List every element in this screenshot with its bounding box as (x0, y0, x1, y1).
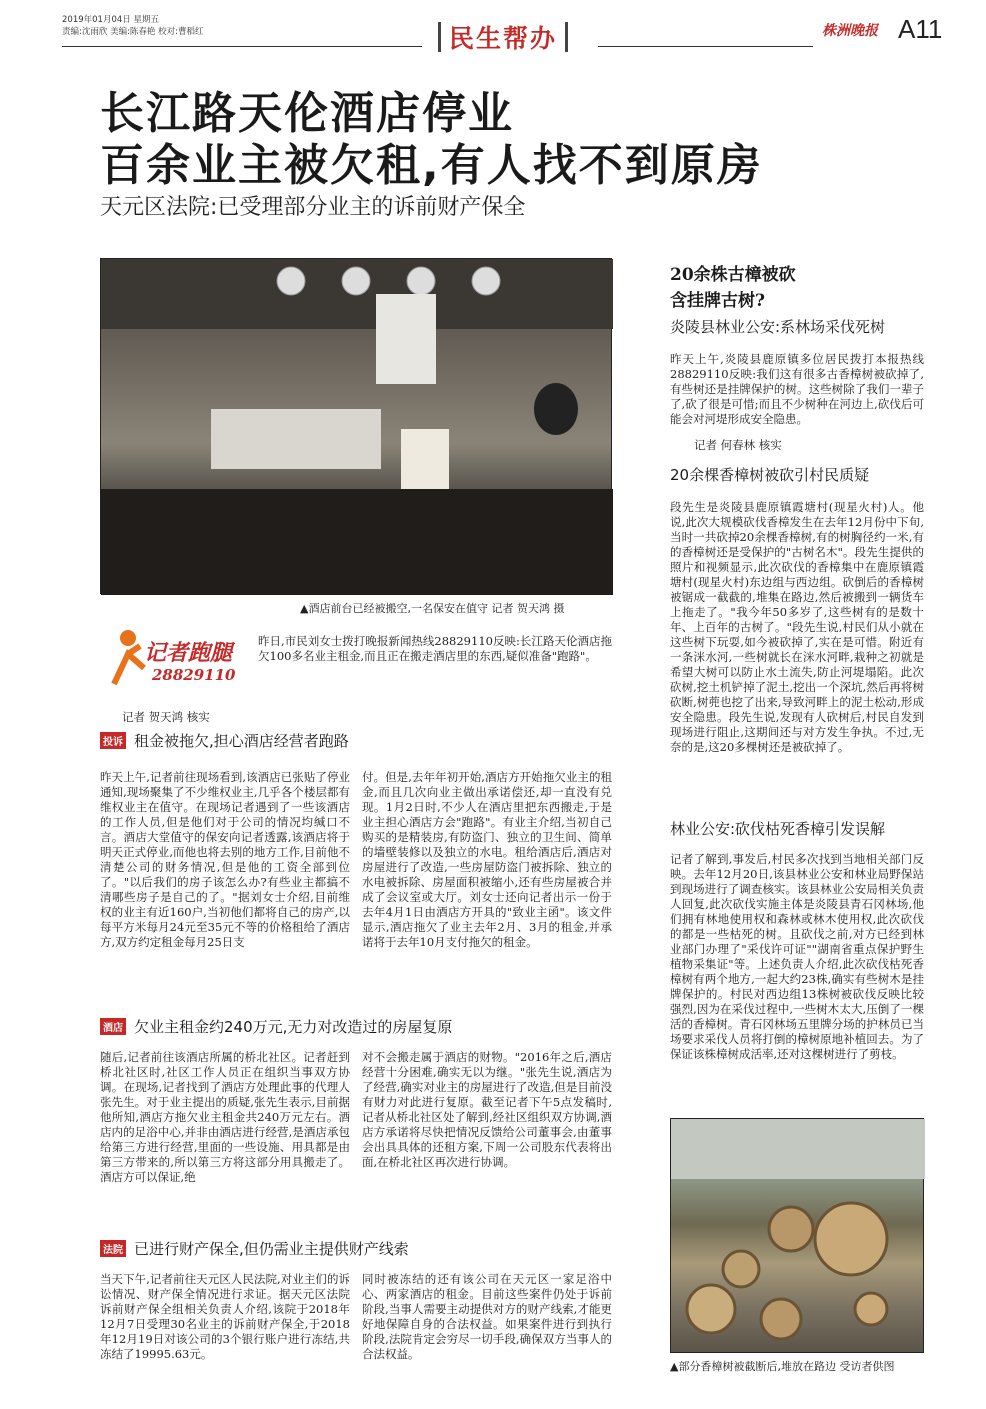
right-intro: 昨天上午,炎陵县鹿原镇多位居民拨打本报热线28829110反映:我们这有很多古香樟树被砍掉了,有些树还是挂牌保护的树。这些树除了我们一辈子了,砍了很是可惜;而且不少树种在河边上,砍伐后可能会对河堤形成安全隐患。 (670, 352, 924, 426)
section2-col1: 随后,记者前往该酒店所属的桥北社区。记者赶到桥北社区时,社区工作人员正在组织当事双方协调。在现场,记者找到了酒店方处理此事的代理人张先生。对于业主提出的质疑,张先生表示,目前据他所知,酒店方拖欠业主租金共240万元左右。酒店内的足浴中心,并非由酒店进行经营,是酒店承包给第三方进行经营,里面的一些设施、用具都是由第三方带来的,所以第三方将这部分用具搬走了。酒店方可以保证,绝 (100, 1050, 350, 1184)
section1-col1: 昨天上午,记者前往现场看到,该酒店已张贴了停业通知,现场聚集了不少维权业主,几乎各个楼层都有维权业主在值守。在现场记者遇到了一些该酒店的工作人员,但是他们对于公司的情况均缄口不言。酒店大堂值守的保安向记者透露,该酒店将于明天正式停业,而他也将去别的地方工作,目前他不清楚公司的财务情况,但是他的工资全部到位了。"以后我们的房子该怎么办?有些业主都搞不清哪些房子是自己的了。"据刘女士介绍,目前维权的业主有近160户,当初他们都将自己的房产,以每平方米每月24元至35元不等的价格租给了酒店方,双方约定租金每月25日支 (100, 770, 350, 949)
brand-logo: 株洲晚报 (822, 23, 878, 39)
right-byline: 记者 何春林 核实 (694, 438, 782, 452)
headline-line1: 长江路天伦酒店停业 (100, 88, 514, 139)
photo-caption: ▲酒店前台已经被搬空,一名保安在值守 记者 贺天鸿 摄 (300, 602, 565, 615)
photo-illustration (101, 259, 613, 595)
section3-tag: 法院 (100, 1240, 126, 1257)
section-bar-right (565, 22, 568, 52)
section-label (438, 18, 586, 56)
section2-heading (100, 1016, 452, 1037)
editors: 责编:沈雨欣 美编:陈春艳 校对:曹稻红 (62, 27, 204, 37)
right-heading-3: 林业公安:砍伐枯死香樟引发误解 (670, 820, 886, 838)
right-paragraph-2: 段先生是炎陵县鹿原镇霞塘村(现星火村)人。他说,此次大规模砍伐香樟发生在去年12月份中下旬,当时一共砍掉20余棵香樟树,有的树胸径约一米,有的香樟树还是受保护的"古树名木"。段先生提供的照片和视频显示,此次砍伐的香樟集中在鹿原镇霞塘村(现星火村)东边组与西边组。砍倒后的香樟树被锯成一截截的,堆集在路边,然后被搬到一辆货车上拖走了。"我今年50多岁了,这些树有的是数十年、上百年的古树了。"段先生说,村民们从小就在这些树下玩耍,如今被砍掉了,实在是可惜。附近有一条洣水河,一些树就长在洣水河畔,栽种之初就是希望大树可以防止水土流失,防止河堤塌陷。此次砍树,挖土机铲掉了泥土,挖出一个深坑,然后再将树砍断,树蔸也挖了出来,导致河畔上的泥土松动,形成安全隐患。段先生说,发现有人砍树后,村民自发到现场进行阻止,这期间还与对方发生争执。不过,无奈的是,这20多棵树还是被砍掉了。 (670, 500, 924, 754)
right-paragraph-3: 记者了解到,事发后,村民多次找到当地相关部门反映。去年12月20日,该县林业公安和林业局野保站到现场进行了调查核实。该县林业公安局相关负责人回复,此次砍伐实施主体是炎陵县青石冈林场,他们拥有林地使用权和森林或林木使用权,此次砍伐的都是一些枯死的树。且砍伐之前,对方已经到林业部门办理了"采伐许可证""湖南省重点保护野生植物采集证"等。上述负责人介绍,此次砍伐枯死香樟树有两个地方,一起大约23株,确实有些树木是挂牌保护的。村民对西边组13株树被砍伐反映比较强烈,因为在采伐过程中,一些树木太大,压倒了一棵活的香樟树。青石冈林场五里牌分场的护林员已当场要求采伐人员将打倒的樟树原地补植回去。为了保证该株樟树成活率,还对这棵树进行了剪枝。 (670, 852, 924, 1061)
reporter-run-logo (104, 624, 254, 694)
logo-text: 记者跑腿 (144, 640, 233, 666)
section-bar (438, 22, 441, 52)
section2-title: 欠业主租金约240万元,无力对改造过的房屋复原 (134, 1018, 453, 1036)
headline-line2: 百余业主被欠租,有人找不到原房 (100, 140, 763, 191)
header-rule-left (62, 46, 422, 47)
issue-date: 2019年01月04日 星期五 (62, 15, 159, 25)
section1-tag: 投诉 (100, 732, 126, 749)
intro-paragraph: 昨日,市民刘女士拨打晚报新闻热线28829110反映:长江路天伦酒店拖欠100多名业主租金,而且正在搬走酒店里的东西,疑似准备"跑路"。 (258, 634, 612, 663)
section3-col2: 同时被冻结的还有该公司在天元区一家足浴中心、两家酒店的租金。目前这些案件仍处于诉前阶段,当事人需要主动提供对方的财产线索,才能更好地保障自身的合法权益。如果案件进行到执行阶段,法院肯定会穷尽一切手段,确保双方当事人的合法权益。 (362, 1272, 612, 1361)
header-rule-right (598, 46, 813, 47)
logo-hotline: 28829110 (152, 666, 236, 684)
header-meta (62, 14, 204, 38)
logs-illustration (671, 1119, 925, 1354)
right-subheadline: 炎陵县林业公安:系林场采伐死树 (670, 318, 886, 336)
byline: 记者 贺天鸿 核实 (122, 710, 210, 724)
subheadline: 天元区法院:已受理部分业主的诉前财产保全 (100, 195, 526, 220)
section3-col1: 当天下午,记者前往天元区人民法院,对业主们的诉讼情况、财产保全情况进行求证。据天元区法院诉前财产保全组相关负责人介绍,该院于2018年12月7日受理30名业主的诉前财产保全,于2018年12月19日对该公司的3个银行账户进行冻结,共冻结了19995.63元。 (100, 1272, 350, 1361)
section3-title: 已进行财产保全,但仍需业主提供财产线索 (134, 1240, 409, 1258)
page-number: A11 (898, 14, 943, 44)
right-heading-2: 20余棵香樟树被砍引村民质疑 (670, 466, 870, 484)
section3-heading (100, 1238, 409, 1259)
right-headline-line2: 含挂牌古树? (670, 291, 765, 311)
right-headline-line1: 20余株古樟被砍 (670, 265, 796, 285)
section2-tag: 酒店 (100, 1018, 126, 1035)
felled-camphor-photo (670, 1118, 924, 1353)
right-photo-caption: ▲部分香樟树被截断后,堆放在路边 受访者供图 (670, 1360, 895, 1373)
section1-col2: 付。但是,去年年初开始,酒店方开始拖欠业主的租金,而且几次向业主做出承诺偿还,却一直没有兑现。1月2日时,不少人在酒店里把东西搬走,于是业主担心酒店方会"跑路"。有业主介绍,当初自己购买的是精装房,有防盗门、独立的卫生间、简单的墙壁装修以及独立的水电。租给酒店后,酒店对房屋进行了改造,一些房屋防盗门被拆除、独立的水电被拆除、房屋面积被缩小,还有些房屋被合并成了会议室或大厅。刘女士还向记者出示一份于去年4月1日由酒店方开具的"致业主函"。该文件显示,酒店拖欠了业主去年2月、3月的租金,并承诺将于去年10月支付拖欠的租金。 (362, 770, 612, 949)
hotel-front-desk-photo (100, 258, 612, 594)
section-title: 民生帮办 (449, 24, 558, 53)
section2-col2: 对不会搬走属于酒店的财物。"2016年之后,酒店经营十分困难,确实无以为继。"张先生说,酒店为了经营,确实对业主的房屋进行了改造,但是目前没有财力对此进行复原。截至记者下午5点发稿时,记者从桥北社区处了解到,经社区组织双方协调,酒店方承诺将尽快把情况反馈给公司董事会,由董事会出具具体的还租方案,下周一公司股东代表将出面,在桥北社区再次进行协调。 (362, 1050, 612, 1169)
section1-title: 租金被拖欠,担心酒店经营者跑路 (134, 732, 349, 750)
section1-heading (100, 730, 349, 751)
